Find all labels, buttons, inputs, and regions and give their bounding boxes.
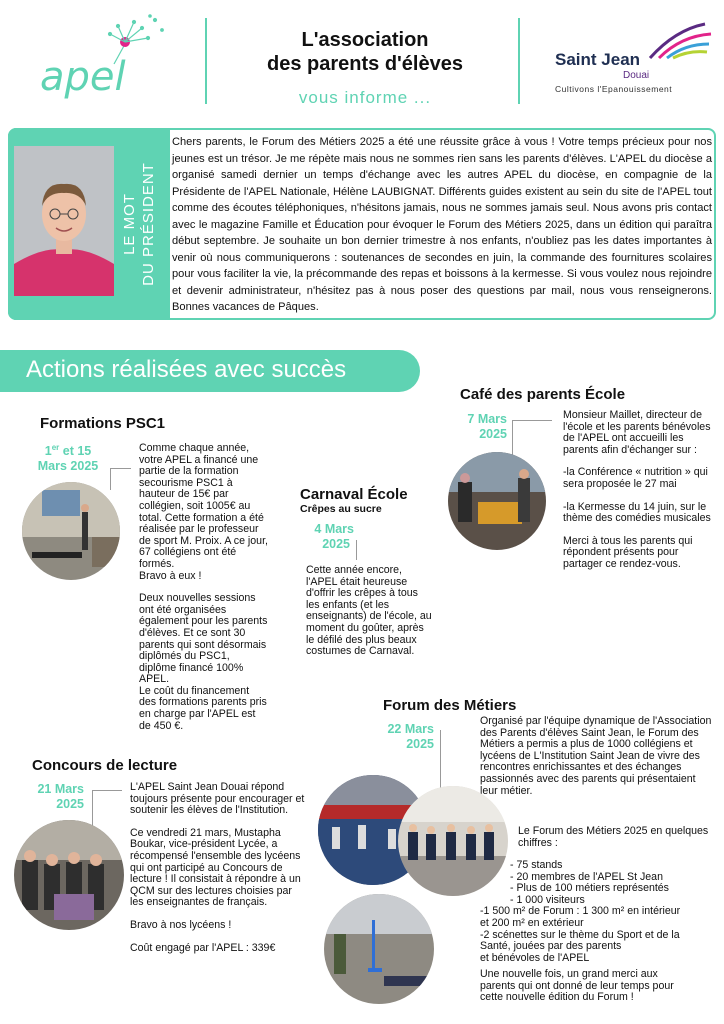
carnaval-date-1: 4 Mars xyxy=(314,522,354,536)
header-divider-left xyxy=(205,18,207,104)
cafe-photo-icon xyxy=(448,452,546,550)
forum-date xyxy=(378,722,434,752)
carnaval-date-2: 2025 xyxy=(322,537,350,551)
psc1-date-c: Mars 2025 xyxy=(37,459,99,474)
training-photo-icon xyxy=(22,482,120,580)
forum-thanks: Une nouvelle fois, un grand merci aux parents qui ont donné de leur temps pour cette nouvelle édition du Forum ! xyxy=(480,968,674,1004)
carnaval-date xyxy=(300,522,354,552)
cafe-body xyxy=(563,410,713,571)
forum-bullet: -1 500 m² de Forum : 1 300 m² en intérieur xyxy=(480,905,681,918)
psc1-date-a: 1 xyxy=(44,444,52,459)
president-side-label xyxy=(120,132,164,316)
brand-name: Saint Jean xyxy=(555,50,641,69)
forum-intro: Organisé par l'équipe dynamique de l'Association des Parents d'élèves Saint Jean, le Forum des Métiers a permis a plus de 1000 collégiens et lycéens de L'Institution Saint Jean de vivre des rencontres enrichissantes et des échanges passionnés avec des parents qui présentaient leur métier. xyxy=(480,715,712,797)
saint-jean-logo xyxy=(545,20,720,100)
psc1-title: Formations PSC1 xyxy=(40,415,166,432)
lecture-date-1: 21 Mars xyxy=(37,782,84,796)
psc1-date-b: et 15 xyxy=(59,444,92,459)
brand-tagline: Cultivons l'Epanouissement xyxy=(555,84,673,94)
cafe-date-1: 7 Mars xyxy=(467,412,507,426)
header-title-line2: des parents d'élèves xyxy=(267,53,463,75)
side-label-line1: LE MOT xyxy=(121,193,138,255)
president-message: Chers parents, le Forum des Métiers 2025 a été une réussite grâce à vous ! Votre temps précieux pour nos jeunes est un trésor. Je me répète mais nous ne sommes rien sans les parents d'élèves. L'APEL du diocèse a organisé samedi dernier un temps d'échange avec les autres APEL du diocèse, en compagnie de la Présidente de l'APEL Nationale, Hélène LAUBIGNAT. Différents guides existent au sein du site de l'APEL tout comme des écoutes téléphoniques, n'hésitons jamais, nous ne sommes jamais seul. Nous avons pris contact avec le magazine Famille et Éducation pour évoquer le Forum des Métiers 2025, dans un édition qui paraîtra début septembre. Je souhaite un bon dernier trimestre à nos enfants, n'oubliez pas les dates importantes à venir où nous communiquerons : soutenances de secondes en juin, la commande des fournitures scolaires pour vous faciliter la vie, la précommande des repas et boissons à la kermesse. Si vous voulez nous rejoindre et devenir administrateur, n'hésitez pas à nous poser des questions par mail, nous vous renseignerons. Bonnes vacances de Pâques. xyxy=(172,136,712,313)
psc1-body xyxy=(139,443,269,732)
header-divider-right xyxy=(518,18,520,104)
forum-bullets xyxy=(480,860,716,964)
psc1-connector xyxy=(111,468,131,469)
cafe-connector-h xyxy=(512,420,552,421)
swoosh-icon xyxy=(645,20,715,60)
carnaval-body: Cette année encore, l'APEL était heureuse d'offrir les crêpes à tous les enfants (et les enseignants) de l'école, au moment du goûter, après le défilé des plus beaux costumes de Carnaval. xyxy=(306,564,432,658)
cafe-connector xyxy=(512,420,513,456)
group-photo-icon xyxy=(14,820,124,930)
lecture-title: Concours de lecture xyxy=(32,757,178,774)
forum-title: Forum des Métiers xyxy=(383,697,517,714)
forum-outdoor-photo-icon xyxy=(324,894,434,1004)
lecture-date-2: 2025 xyxy=(56,797,84,811)
lecture-photo xyxy=(14,820,124,930)
section-title: Actions réalisées avec succès xyxy=(26,356,347,383)
lecture-text1: L'APEL Saint Jean Douai répond toujours présente pour encourager et soutenir les élèves de l'Institution. xyxy=(130,781,305,817)
forum-bullet: - 75 stands xyxy=(510,859,563,871)
forum-bullet: et 200 m² en extérieur xyxy=(480,916,584,929)
forum-photo-3 xyxy=(324,894,434,1004)
psc1-text1: Comme chaque année, votre APEL a financé une partie de la formation secourisme PSC1 à hauteur de 15€ par collégien, soit 1005€ au total. Cette formation a été réalisée par le professeur de sport M. Proix. A ce jour, 67 collégiens ont été formés. xyxy=(139,442,268,570)
forum-date-1: 22 Mars xyxy=(387,722,434,736)
cafe-text3: -la Kermesse du 14 juin, sur le thème des comédies musicales xyxy=(563,500,711,525)
forum-bullet: Santé, jouées par des parents xyxy=(480,940,622,953)
forum-figures-intro: Le Forum des Métiers 2025 en quelques chiffres : xyxy=(518,825,709,849)
header-subtitle: vous informe ... xyxy=(298,88,432,107)
lecture-date xyxy=(22,782,84,812)
portrait-icon xyxy=(14,146,114,296)
forum-date-2: 2025 xyxy=(406,737,434,751)
psc1-photo xyxy=(22,482,120,580)
forum-connector xyxy=(440,730,441,790)
lecture-text2: Ce vendredi 21 mars, Mustapha Boukar, vice-président Lycée, a récompensé l'ensemble des lycéens qui ont participé au Concours de lecture ! Il consistait à répondre à un QCM sur des lectures choisies par les enseignantes de français. xyxy=(130,826,301,909)
cafe-text2: -la Conférence « nutrition » qui sera proposée le 27 mai xyxy=(563,466,708,490)
forum-bullet: - Plus de 100 métiers représentés xyxy=(510,882,669,895)
lecture-connector-h xyxy=(92,790,122,791)
brand-city: Douai xyxy=(623,70,650,81)
carnaval-subtitle: Crêpes au sucre xyxy=(300,503,382,515)
cafe-date xyxy=(452,412,507,442)
psc1-text2: Bravo à eux ! xyxy=(139,569,202,582)
cafe-title: Café des parents École xyxy=(460,386,626,403)
cafe-text4: Merci à tous les parents qui répondent présents pour partager ce rendez-vous. xyxy=(563,534,693,570)
lecture-text3: Bravo à nos lycéens ! xyxy=(130,918,232,931)
forum-bullet: et bénévoles de l'APEL xyxy=(480,951,590,964)
side-label-line2: DU PRÉSIDENT xyxy=(140,162,157,286)
lecture-body xyxy=(130,782,305,954)
section-banner xyxy=(0,350,420,392)
apel-logo-text: apel xyxy=(40,54,126,100)
cafe-date-2: 2025 xyxy=(479,427,507,441)
cafe-text1: Monsieur Maillet, directeur de l'école et les parents bénévoles de l'APEL ont accueilli les parents afin d'échanger sur : xyxy=(563,409,711,456)
header-title-line1: L'association xyxy=(301,29,429,51)
carnaval-connector xyxy=(356,540,357,560)
forum-figures xyxy=(508,826,718,849)
president-photo xyxy=(14,146,114,296)
header-title xyxy=(215,28,515,76)
carnaval-title: Carnaval École xyxy=(300,486,408,503)
lecture-text4: Coût engagé par l'APEL : 339€ xyxy=(130,941,276,954)
psc1-connector-v xyxy=(110,468,111,490)
apel-logo xyxy=(30,14,180,104)
lecture-connector xyxy=(92,790,93,826)
cafe-photo xyxy=(448,452,546,550)
forum-bullet: -2 scénettes sur le thème du Sport et de la xyxy=(480,928,680,941)
forum-bullet: - 20 membres de l'APEL St Jean xyxy=(510,870,663,883)
psc1-date xyxy=(18,440,118,474)
forum-bullet: - 1 000 visiteurs xyxy=(510,893,585,906)
psc1-text4: Le coût du financement des formations parents pris en charge par l'APEL est de 450 €. xyxy=(139,684,267,732)
psc1-date-sup: er xyxy=(51,443,60,452)
psc1-text3: Deux nouvelles sessions ont été organisées également pour les parents d'élèves. Et ce sont 30 parents qui sont désormais diplômés du PSC1, diplôme financé 100% APEL. xyxy=(139,592,268,686)
